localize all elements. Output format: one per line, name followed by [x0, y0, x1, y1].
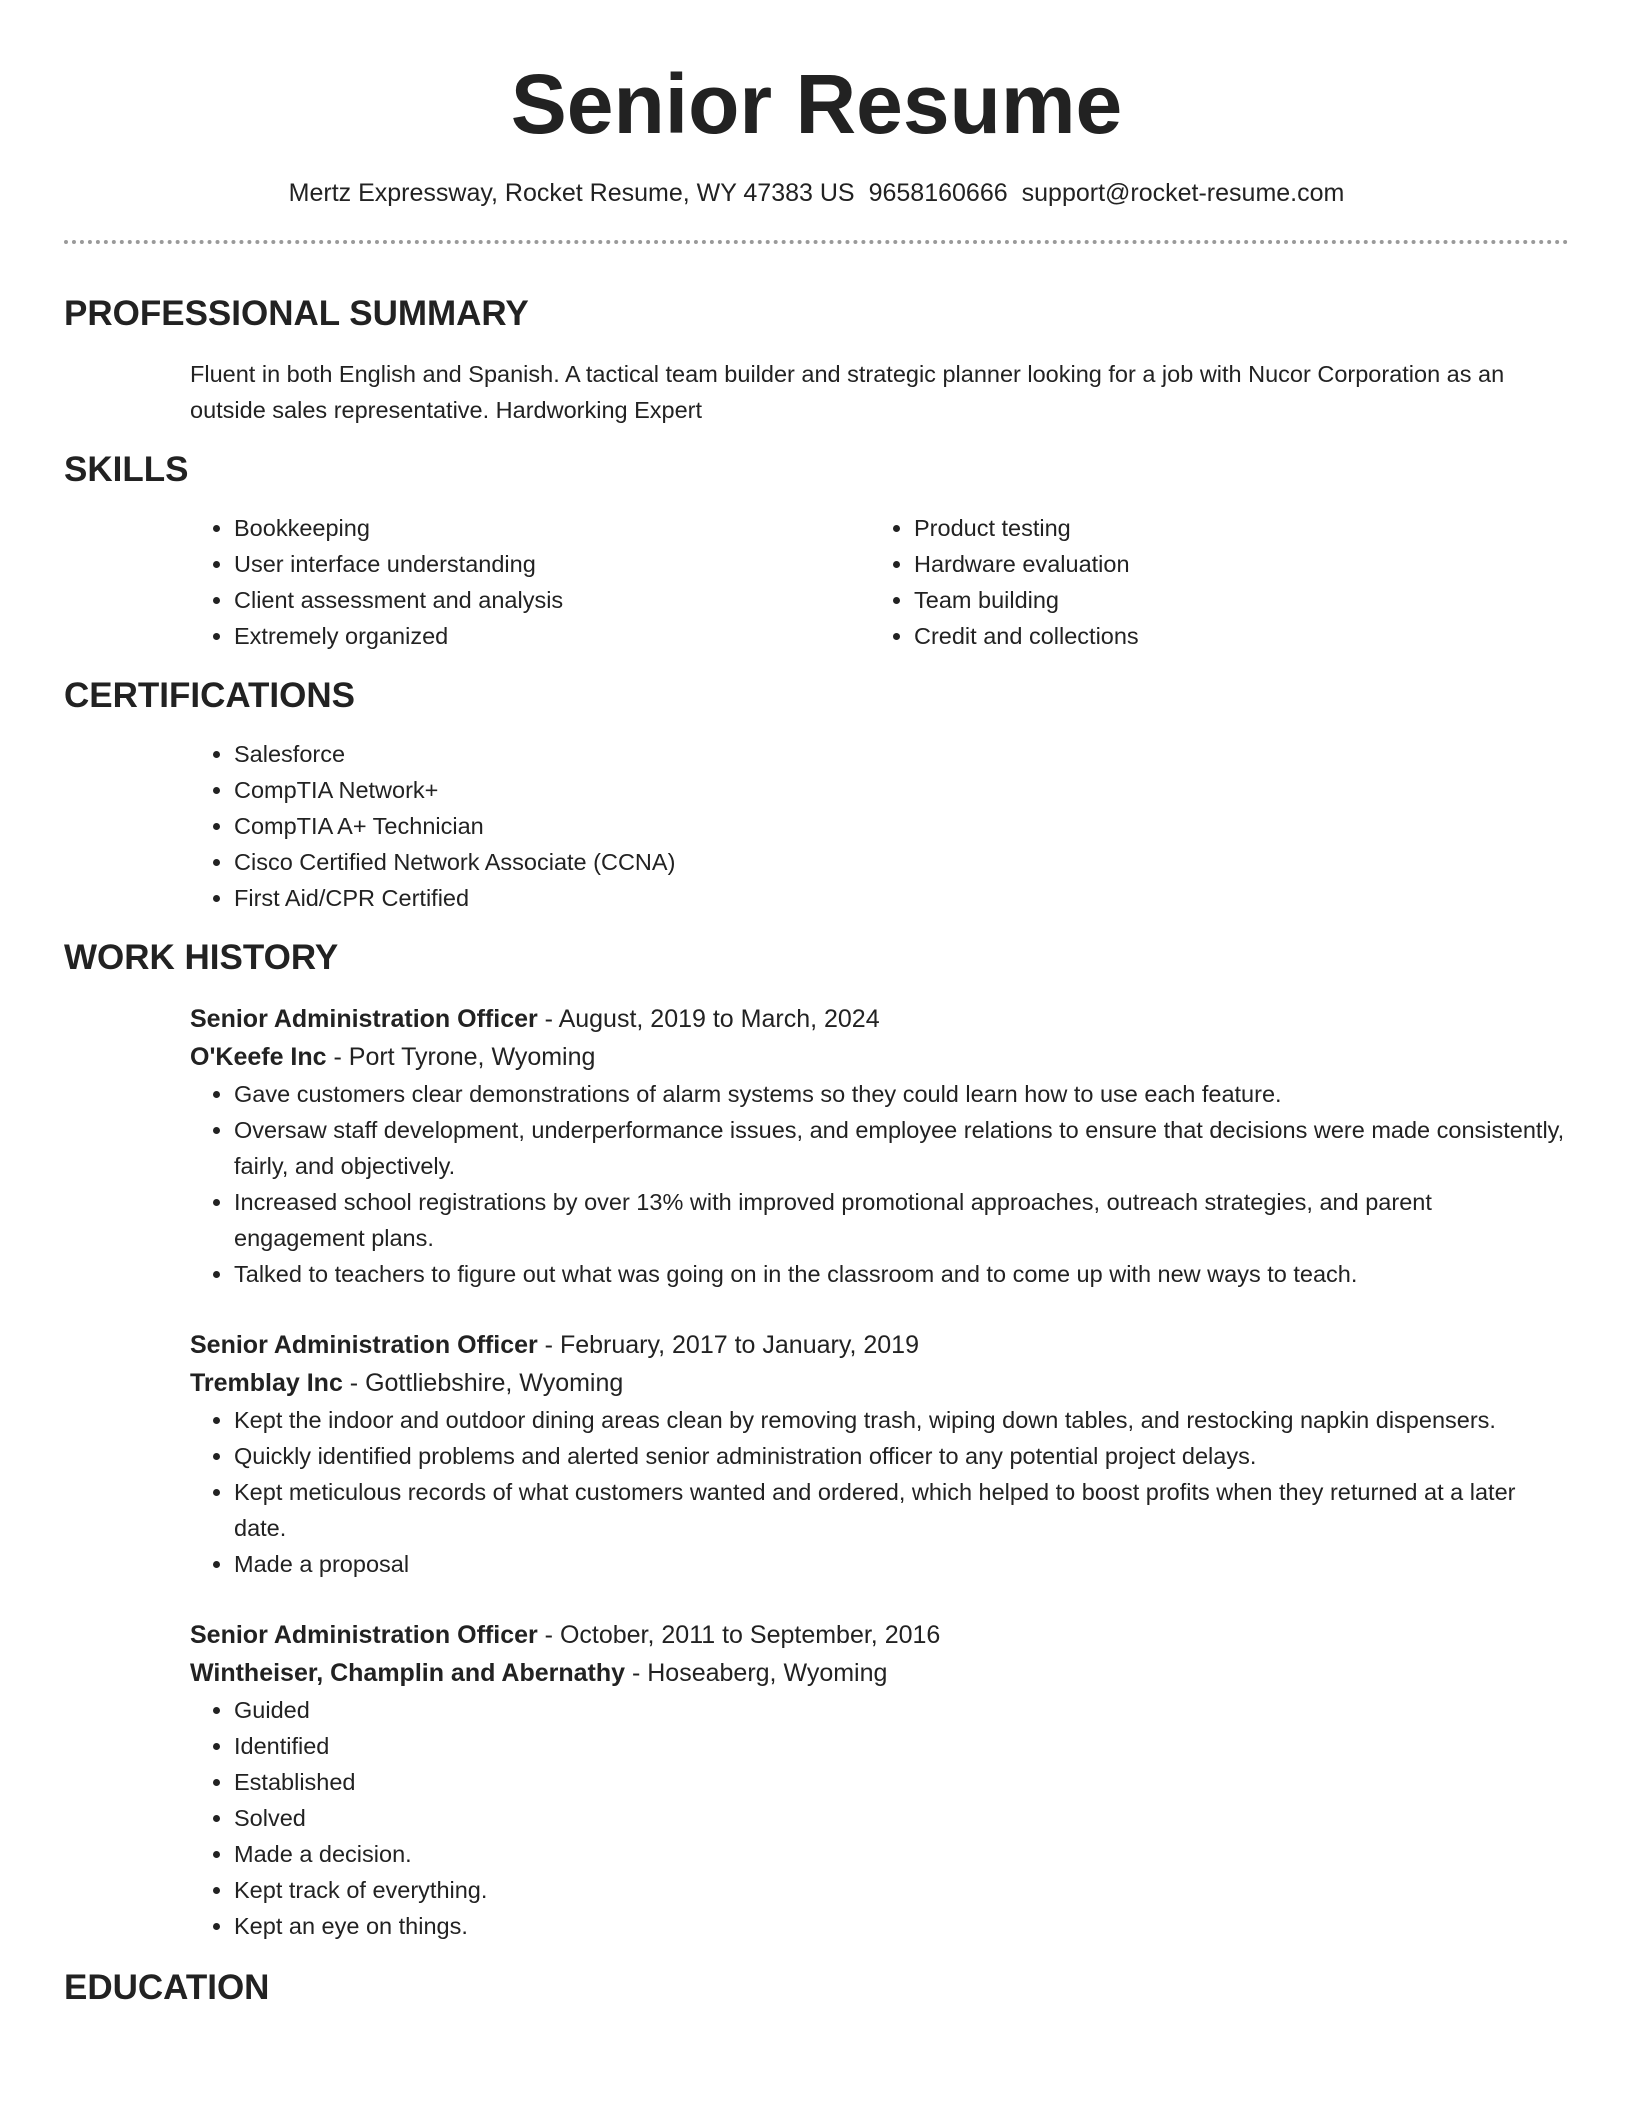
- certification-item: • CompTIA A+ Technician: [234, 808, 1569, 844]
- job-bullet: • Kept an eye on things.: [234, 1908, 1569, 1944]
- certification-item: • CompTIA Network+: [234, 772, 1569, 808]
- certifications-section: [64, 676, 1569, 916]
- job-role: Senior Administration Officer: [190, 1621, 538, 1649]
- job-company-line: [190, 1038, 1569, 1076]
- skill-item: • Credit and collections: [914, 618, 1550, 654]
- certification-item: • Salesforce: [234, 736, 1569, 772]
- header-divider: [64, 240, 1569, 244]
- job-dates: - October, 2011 to September, 2016: [537, 1621, 941, 1649]
- summary-title: PROFESSIONAL SUMMARY: [64, 294, 529, 333]
- job-role: Senior Administration Officer: [190, 1331, 538, 1359]
- summary-text: Fluent in both English and Spanish. A tactical team builder and strategic planner looking for a job with Nucor Corporation as an outside sales representative. Hardworking Expert: [190, 361, 1505, 423]
- contact-address: Mertz Expressway, Rocket Resume, WY 47383 US: [288, 179, 855, 207]
- job-bullet: • Made a proposal: [234, 1546, 1569, 1582]
- job-company: O'Keefe Inc: [190, 1043, 327, 1071]
- certification-item: • First Aid/CPR Certified: [234, 880, 1569, 916]
- job-bullet: • Established: [234, 1764, 1569, 1800]
- job-company-line: [190, 1364, 1569, 1402]
- work-history-section: [64, 938, 1569, 1944]
- job-role: Senior Administration Officer: [190, 1005, 538, 1033]
- job-bullet: • Solved: [234, 1800, 1569, 1836]
- contact-email: support@rocket-resume.com: [1021, 179, 1345, 207]
- job-bullet: • Talked to teachers to figure out what was going on in the classroom and to come up with new ways to teach.: [234, 1256, 1569, 1292]
- certifications-block: [190, 736, 1569, 916]
- skills-grid: [190, 510, 1569, 654]
- job-bullet: • Gave customers clear demonstrations of alarm systems so they could learn how to use each feature.: [234, 1076, 1569, 1112]
- contact-line: [64, 176, 1569, 210]
- skills-list-right: [870, 510, 1550, 654]
- job-bullet: • Made a decision.: [234, 1836, 1569, 1872]
- skills-column-left: [190, 510, 870, 654]
- skill-item: • Client assessment and analysis: [234, 582, 870, 618]
- job-role-line: [190, 1616, 1569, 1654]
- skills-column-right: [870, 510, 1550, 654]
- job-entry: [190, 1616, 1569, 1944]
- certifications-list: [190, 736, 1569, 916]
- job-company-line: [190, 1654, 1569, 1692]
- skill-item: • User interface understanding: [234, 546, 870, 582]
- skills-list-left: [190, 510, 870, 654]
- job-location: - Port Tyrone, Wyoming: [326, 1043, 596, 1071]
- job-bullet: • Kept track of everything.: [234, 1872, 1569, 1908]
- skill-item: • Team building: [914, 582, 1550, 618]
- job-location: - Gottliebshire, Wyoming: [342, 1369, 624, 1397]
- skill-item: • Product testing: [914, 510, 1550, 546]
- job-bullets: [190, 1692, 1569, 1944]
- job-bullet: • Quickly identified problems and alerted senior administration officer to any potential project delays.: [234, 1438, 1569, 1474]
- job-dates: - February, 2017 to January, 2019: [537, 1331, 919, 1359]
- summary-section: [64, 294, 1569, 428]
- job-bullet: • Kept the indoor and outdoor dining areas clean by removing trash, wiping down tables, and restocking napkin dispensers.: [234, 1402, 1569, 1438]
- job-bullet: • Identified: [234, 1728, 1569, 1764]
- work-history-title: WORK HISTORY: [64, 938, 339, 977]
- job-bullet: • Guided: [234, 1692, 1569, 1728]
- job-company: Tremblay Inc: [190, 1369, 343, 1397]
- job-dates: - August, 2019 to March, 2024: [537, 1005, 880, 1033]
- job-role-line: [190, 1000, 1569, 1038]
- job-bullet: • Increased school registrations by over 13% with improved promotional approaches, outreach strategies, and parent engagement plans.: [234, 1184, 1569, 1256]
- certification-item: • Cisco Certified Network Associate (CCNA): [234, 844, 1569, 880]
- skill-item: • Extremely organized: [234, 618, 870, 654]
- job-entry: [190, 1326, 1569, 1582]
- job-bullet: • Oversaw staff development, underperformance issues, and employee relations to ensure that decisions were made consistently, fairly, and objectively.: [234, 1112, 1569, 1184]
- job-bullets: [190, 1076, 1569, 1292]
- resume-name: Senior Resume: [510, 57, 1123, 151]
- resume-page: [64, 0, 1569, 2008]
- job-bullet: • Kept meticulous records of what customers wanted and ordered, which helped to boost profits when they returned at a later date.: [234, 1474, 1569, 1546]
- job-location: - Hoseaberg, Wyoming: [625, 1659, 888, 1687]
- job-company: Wintheiser, Champlin and Abernathy: [190, 1659, 626, 1687]
- job-entry: [190, 1000, 1569, 1292]
- skills-title: SKILLS: [64, 450, 189, 489]
- education-title: EDUCATION: [64, 1968, 270, 2007]
- skill-item: • Hardware evaluation: [914, 546, 1550, 582]
- education-section: [64, 1968, 1569, 2008]
- contact-phone: 9658160666: [868, 179, 1008, 207]
- skills-section: [64, 450, 1569, 654]
- skill-item: • Bookkeeping: [234, 510, 870, 546]
- job-role-line: [190, 1326, 1569, 1364]
- job-bullets: [190, 1402, 1569, 1582]
- certifications-title: CERTIFICATIONS: [64, 676, 356, 715]
